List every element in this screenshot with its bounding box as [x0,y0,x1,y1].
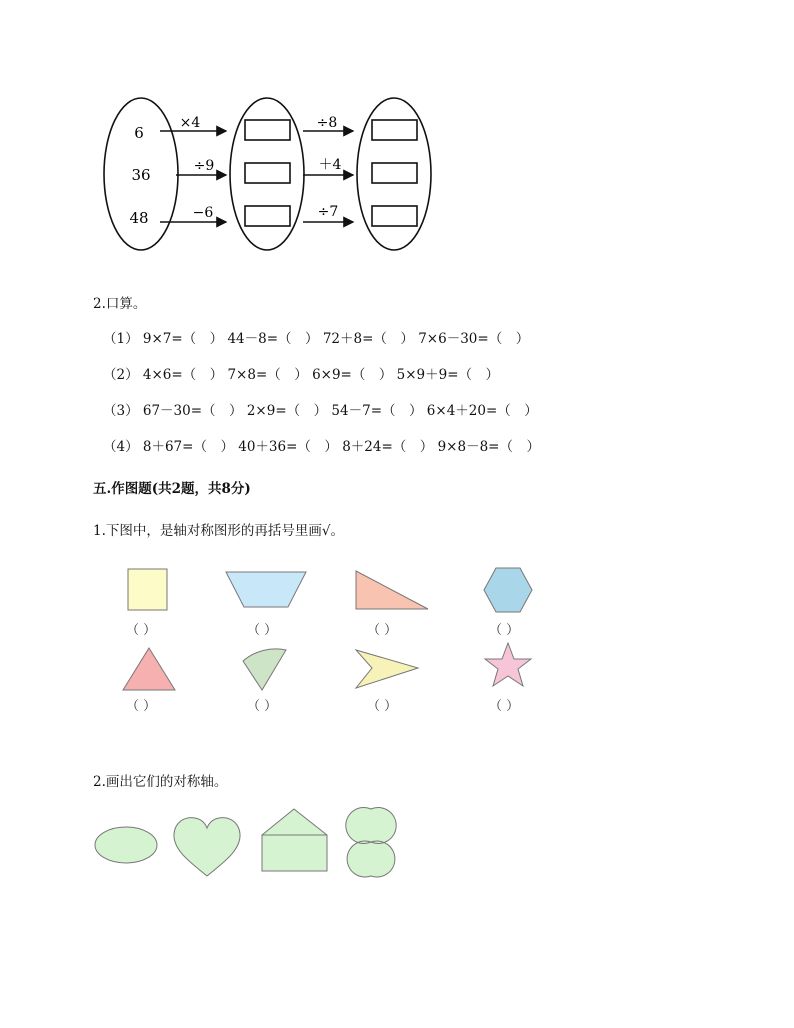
answer-box[interactable] [372,206,417,226]
question-text: 1.下图中，是轴对称图形的再括号里画√。 [93,523,344,539]
operation-label: ÷8 [316,115,338,131]
answer-parentheses[interactable]: （ ） [367,699,398,714]
answer-parentheses[interactable]: （ ） [247,699,278,714]
mapping-diagram [0,0,794,270]
heart-shape [174,818,240,876]
answer-box[interactable] [245,206,290,226]
answer-box[interactable] [372,163,417,183]
answer-parentheses[interactable]: （ ） [489,699,520,714]
question-text: 2.画出它们的对称轴。 [93,774,228,790]
arithmetic-row: （3） 67－30=（ ） 2×9=（ ） 54－7=（ ） 6×4＋20=（ ） [103,403,538,419]
trapezoid-shape [226,572,306,607]
answer-box[interactable] [245,120,290,140]
arithmetic-row: （2） 4×6=（ ） 7×8=（ ） 6×9=（ ） 5×9＋9=（ ） [103,367,500,383]
answer-box[interactable] [245,163,290,183]
star-shape [485,643,531,686]
hexagon-shape [484,568,532,612]
right-triangle-shape [356,571,428,609]
operation-label: ÷9 [193,158,215,174]
arithmetic-row: （1） 9×7=（ ） 44－8=（ ） 72＋8=（ ） 7×6－30=（ ） [103,331,530,347]
operation-label: −6 [192,205,214,221]
axis-shapes [0,800,794,890]
input-value: 48 [129,209,149,227]
operation-label: ×4 [179,115,201,131]
input-value: 6 [134,124,144,142]
arrowhead-shape [356,650,418,688]
square-shape [128,569,167,610]
ellipse-shape [95,827,157,863]
answer-parentheses[interactable]: （ ） [126,699,157,714]
operation-label: ÷7 [317,204,339,220]
answer-parentheses[interactable]: （ ） [126,623,157,638]
house-shape [262,809,327,871]
answer-box[interactable] [372,120,417,140]
answer-parentheses[interactable]: （ ） [367,623,398,638]
question-heading: 2.口算。 [93,296,147,312]
arithmetic-row: （4） 8＋67=（ ） 40＋36=（ ） 8＋24=（ ） 9×8－8=（ ） [103,439,540,455]
section-heading: 五.作图题(共2题，共8分) [93,481,251,497]
fan-shape [243,649,286,690]
input-value: 36 [131,166,151,184]
double-circle-shape [346,808,396,878]
answer-parentheses[interactable]: （ ） [247,623,278,638]
operation-label: ＋4 [318,157,342,173]
answer-parentheses[interactable]: （ ） [489,623,520,638]
triangle-shape [123,648,175,690]
